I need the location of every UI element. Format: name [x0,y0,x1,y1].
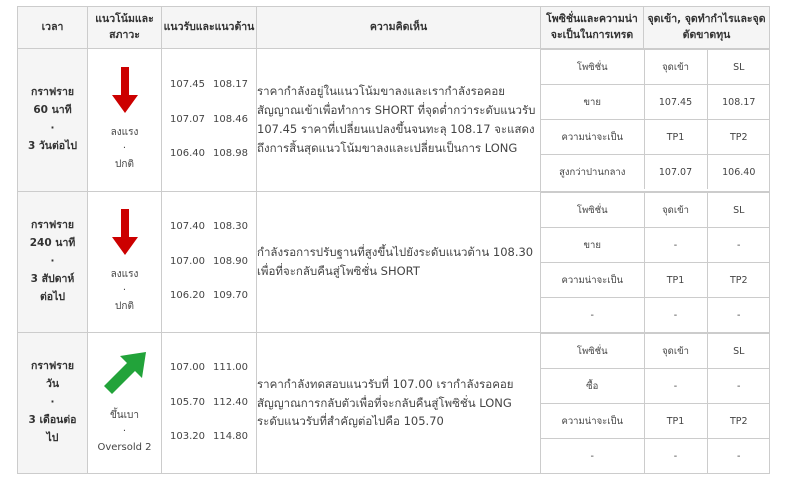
timeframe-line: ไป [46,431,59,444]
position-value: TP2 [707,263,770,298]
position-row [541,334,770,369]
position-row [541,369,770,404]
trend-label: ขึ้นเบา [109,410,140,421]
timeframe-line: กราฟราย [30,219,74,232]
timeframe-line: · [50,255,55,268]
position-value: - [707,439,770,474]
position-value: โพซิชั่น [541,334,644,369]
levels-cell [162,49,257,192]
position-value: TP1 [644,263,707,298]
position-value: - [644,298,707,333]
timeframe-line: 3 เดือนต่อ [28,413,77,426]
condition-label: ปกติ [115,301,134,312]
signals-table [17,6,770,474]
resistance-value: 108.90 [213,255,248,267]
position-row [541,50,770,85]
position-value: - [644,439,707,474]
trend-separator: · [122,426,127,437]
position-value: ความน่าจะเป็น [541,404,644,439]
position-value: โพซิชั่น [541,193,644,228]
down-arrow-icon [110,67,140,113]
header-trend: แนวโน้มและสภาวะ [88,7,162,49]
table-row [18,192,770,333]
position-value: 107.07 [644,155,707,190]
position-value: 106.40 [707,155,770,190]
position-value: TP1 [644,120,707,155]
position-value: - [707,298,770,333]
position-row [541,228,770,263]
level-row [162,397,256,410]
position-value: SL [707,193,770,228]
resistance-value: 111.00 [213,362,248,374]
position-value: - [707,228,770,263]
support-value: 107.40 [170,221,205,233]
trend-separator: · [122,143,127,154]
position-value: TP1 [644,404,707,439]
position-grid [541,333,770,473]
trend-stack [88,67,161,173]
position-value: ความน่าจะเป็น [541,120,644,155]
position-value: - [541,298,644,333]
timeframe-line: 3 สัปดาห์ [30,272,75,285]
timeframe-line: กราฟราย [30,86,74,99]
position-value: ขาย [541,228,644,263]
levels-cell [162,333,257,474]
resistance-value: 108.98 [213,148,248,160]
timeframe-line: วัน [45,378,60,391]
resistance-value: 108.17 [213,79,248,91]
position-value: จุดเข้า [644,193,707,228]
position-row [541,404,770,439]
position-row [541,263,770,298]
position-cell [541,192,770,333]
position-row [541,298,770,333]
position-value: - [541,439,644,474]
position-value: TP2 [707,120,770,155]
support-value: 107.00 [170,255,205,267]
position-value: จุดเข้า [644,334,707,369]
position-row [541,155,770,190]
timeframe-line: · [50,396,55,409]
up-right-arrow-icon [100,350,150,396]
timeframe-line: ต่อไป [39,290,66,303]
condition-label: Oversold 2 [97,442,152,453]
header-levels: แนวรับและแนวต้าน [162,7,257,49]
position-value: 107.45 [644,85,707,120]
support-value: 107.00 [170,362,205,374]
position-grid [541,49,770,189]
level-row [162,221,256,234]
position-row [541,193,770,228]
header-entry: จุดเข้า, จุดทำกำไรและจุดตัดขาดทุน [644,7,770,49]
position-value: ขาย [541,85,644,120]
comment-cell: กำลังรอการปรับฐานที่สูงขึ้นไปยังระดับแนวต้าน 108.30 เพื่อที่จะกลับคืนสู่โพซิชั่น SHORT [257,192,541,333]
header-position: โพซิชั่นและความน่าจะเป็นในการเทรด [541,7,644,49]
position-value: สูงกว่าปานกลาง [541,155,644,190]
resistance-value: 112.40 [213,396,248,408]
resistance-value: 109.70 [213,290,248,302]
down-arrow-icon [110,209,140,255]
level-row [162,148,256,161]
position-row [541,85,770,120]
resistance-value: 114.80 [213,431,248,443]
support-value: 105.70 [170,396,205,408]
support-value: 103.20 [170,431,205,443]
position-value: - [707,369,770,404]
timeframe-cell [18,49,88,192]
support-value: 107.45 [170,79,205,91]
table-row [18,49,770,192]
position-value: ซื้อ [541,369,644,404]
level-row [162,256,256,269]
position-value: SL [707,50,770,85]
resistance-value: 108.30 [213,221,248,233]
trend-label: ลงแรง [110,269,139,280]
trend-cell [88,49,162,192]
level-row [162,114,256,127]
condition-label: ปกติ [115,159,134,170]
timeframe-line: 240 นาที [29,237,76,250]
trend-stack [88,350,161,456]
comment-cell: ราคากำลังทดสอบแนวรับที่ 107.00 เรากำลังรอคอยสัญญาณการกลับตัวเพื่อที่จะกลับคืนสู่โพซิชั่น LONG ระดับแนวรับที่สำคัญต่อไปคือ 105.70 [257,333,541,474]
trend-cell [88,192,162,333]
timeframe-cell [18,333,88,474]
position-value: โพซิชั่น [541,50,644,85]
table-row [18,333,770,474]
position-value: - [644,228,707,263]
resistance-value: 108.46 [213,113,248,125]
position-grid [541,192,770,332]
header-comment: ความคิดเห็น [257,7,541,49]
position-value: จุดเข้า [644,50,707,85]
position-value: 108.17 [707,85,770,120]
timeframe-line: 60 นาที [33,104,72,117]
position-value: - [644,369,707,404]
support-value: 107.07 [170,113,205,125]
position-value: ความน่าจะเป็น [541,263,644,298]
timeframe-line: กราฟราย [30,360,74,373]
position-cell [541,49,770,192]
trend-label: ลงแรง [110,127,139,138]
position-value: SL [707,334,770,369]
level-row [162,362,256,375]
timeframe-cell [18,192,88,333]
trend-cell [88,333,162,474]
level-row [162,79,256,92]
level-row [162,431,256,444]
comment-cell: ราคากำลังอยู่ในแนวโน้มขาลงและเรากำลังรอคอยสัญญาณเข้าเพื่อทำการ SHORT ที่จุดต่ำกว่าระดับแนวรับ 107.45 ราคาที่เปลี่ยนแปลงขึ้นจนทะลุ 108.17 จะแสดงถึงการสิ้นสุดแนวโน้มขาลงและเปลี่ยนเป็นการ LONG [257,49,541,192]
support-value: 106.40 [170,148,205,160]
support-value: 106.20 [170,290,205,302]
header-row [18,7,770,49]
levels-cell [162,192,257,333]
timeframe-line: · [50,122,55,134]
header-time: เวลา [18,7,88,49]
position-cell [541,333,770,474]
timeframe-line: 3 วันต่อไป [27,139,78,152]
trend-separator: · [122,285,127,296]
level-row [162,290,256,303]
position-row [541,120,770,155]
position-row [541,439,770,474]
trend-stack [88,209,161,315]
position-value: TP2 [707,404,770,439]
